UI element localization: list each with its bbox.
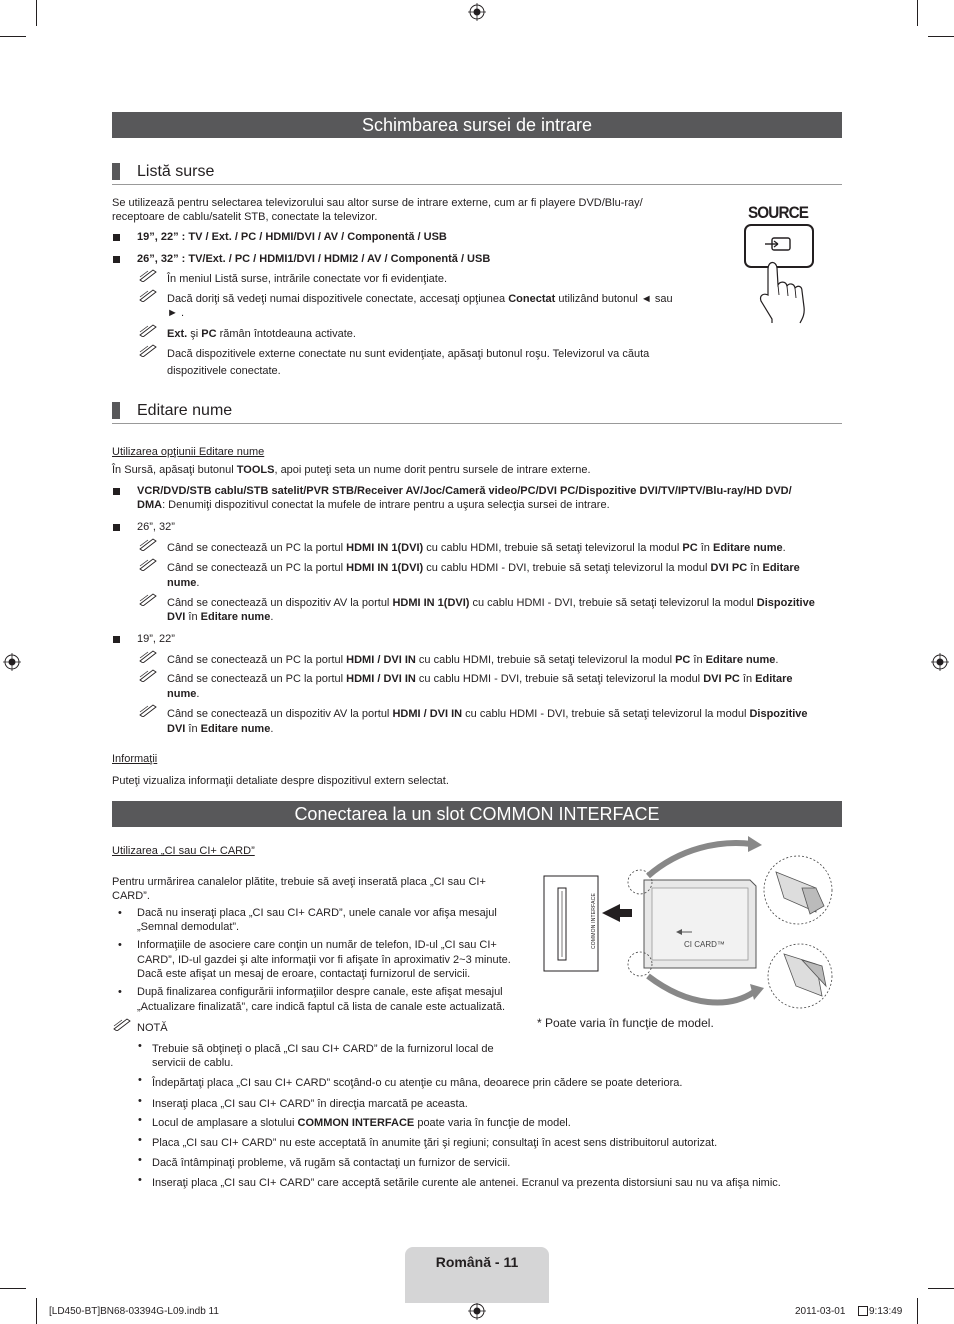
note-pencil-icon xyxy=(138,288,158,302)
note-text: Când se conectează un PC la portul HDMI / DVI IN cu cablu HDMI - DVI, trebuie să setaţi televizorul la modul DVI PC în Editare xyxy=(167,673,793,685)
registration-mark-icon xyxy=(468,1302,486,1320)
note-text: dispozitivele conectate. xyxy=(167,365,281,377)
heading-underlined: Utilizarea opţiunii Editare nume xyxy=(112,446,265,458)
note-text: nume. xyxy=(167,688,200,700)
bullet-dot: • xyxy=(138,1074,142,1086)
sub-bullet-text: Locul de amplasare a slotului COMMON INTERFACE poate varia în funcţie de model. xyxy=(152,1117,571,1129)
bullet-dot: • xyxy=(138,1174,142,1186)
bullet-text: 19”, 22” xyxy=(137,633,175,645)
note-text: nume. xyxy=(167,577,200,589)
bullet-dot: • xyxy=(118,939,122,951)
source-button-illustration xyxy=(744,203,814,325)
note-pencil-icon xyxy=(138,592,158,606)
crop-mark xyxy=(0,1288,26,1289)
note-pencil-icon xyxy=(138,537,158,551)
bullet-dot: • xyxy=(138,1095,142,1107)
page-number: Română - 11 xyxy=(435,1254,519,1270)
bullet-text: Dacă este afişat un mesaj de eroare, contactaţi furnizorul de servicii. xyxy=(137,968,471,980)
subsection-title: Listă surse xyxy=(137,163,215,180)
footer-date: 2011-03-01 xyxy=(795,1306,846,1317)
bullet-text: Informaţiile de asociere care conţin un număr de telefon, ID-ul „CI sau CI+ xyxy=(137,939,497,951)
crop-mark xyxy=(0,36,26,37)
section-title: Conectarea la un slot COMMON INTERFACE xyxy=(112,801,842,827)
bullet-text: CARD”, ID-ul gazdei şi alte informaţii vor fi afişate în aproximativ 2~3 minute. xyxy=(137,954,511,966)
note-text: Dacă doriţi să vedeţi numai dispozitivele conectate, accesaţi opţiunea Conectat utilizând butonul ◄ sau xyxy=(167,293,673,305)
paragraph: CARD”. xyxy=(112,890,150,902)
note-label: NOTĂ xyxy=(137,1022,168,1034)
paragraph: Pentru urmărirea canalelor plătite, trebuie să aveţi inserată placa „CI sau CI+ xyxy=(112,876,486,888)
heading-underlined: Utilizarea „CI sau CI+ CARD” xyxy=(112,845,255,857)
bullet-dot: • xyxy=(138,1134,142,1146)
paragraph: În Sursă, apăsaţi butonul TOOLS, apoi puteţi seta un nume dorit pentru sursele de intrare externe. xyxy=(112,464,591,476)
subsection-header xyxy=(112,162,842,185)
bullet-square xyxy=(113,488,120,495)
subsection-marker xyxy=(112,163,120,180)
note-text: În meniul Listă surse, intrările conectate vor fi evidenţiate. xyxy=(167,273,448,285)
crop-mark xyxy=(917,0,918,26)
section-title: Schimbarea sursei de intrare xyxy=(112,112,842,138)
bullet-text: „Semnal demodulat”. xyxy=(137,921,240,933)
bullet-dot: • xyxy=(138,1040,142,1052)
note-text: ► . xyxy=(167,307,184,319)
sub-bullet-text: Dacă întâmpinaţi probleme, vă rugăm să contactaţi un furnizor de servicii. xyxy=(152,1157,511,1169)
sub-bullet-text: servicii de cablu. xyxy=(152,1057,234,1069)
sub-bullet-text: Inseraţi placa „CI sau CI+ CARD” în direcţia marcată pe aceasta. xyxy=(152,1098,468,1110)
bullet-text: Dacă nu inseraţi placa „CI sau CI+ CARD”, unele canale vor afişa mesajul xyxy=(137,907,497,919)
subsection-title: Editare nume xyxy=(137,402,233,419)
note-pencil-icon xyxy=(138,649,158,663)
bullet-square xyxy=(113,234,120,241)
note-pencil-icon xyxy=(138,703,158,717)
heading-underlined: Informaţii xyxy=(112,753,158,765)
source-label: SOURCE xyxy=(748,203,809,222)
paragraph: Puteţi vizualiza informaţii detaliate despre dispozitivul extern selectat. xyxy=(112,775,449,787)
bullet-text: După finalizarea configurării informaţiilor despre canale, este afişat mesajul xyxy=(137,986,503,998)
bullet-dot: • xyxy=(118,907,122,919)
card-label: CI CARD™ xyxy=(684,940,725,949)
sub-bullet-text: Inseraţi placa „CI sau CI+ CARD” care acceptă setările curente ale antenei. Ecranul va prezenta distorsiuni sau nu va afişa nimic. xyxy=(152,1177,781,1189)
paragraph: Se utilizează pentru selectarea televizorului sau altor surse de intrare externe, cum ar fi playere DVD/Blu-ray/ xyxy=(112,197,643,209)
bullet-dot: • xyxy=(138,1154,142,1166)
registration-mark-icon xyxy=(3,653,21,671)
note-text: Dacă dispozitivele externe conectate nu sunt evidenţiate, apăsaţi butonul roşu. Televizorul va căuta xyxy=(167,348,650,360)
footer-file: [LD450-BT]BN68-03394G-L09.indb 11 xyxy=(49,1306,219,1317)
bullet-text: 26”, 32” xyxy=(137,521,175,533)
bullet-text: 26”, 32” : TV/Ext. / PC / HDMI1/DVI / HDMI2 / AV / Componentă / USB xyxy=(137,253,491,265)
registration-mark-icon xyxy=(468,3,486,21)
note-text: Când se conectează un PC la portul HDMI / DVI IN cu cablu HDMI, trebuie să setaţi televizorul la modul PC în Editare nume. xyxy=(167,654,779,666)
figure-caption: * Poate varia în funcţie de model. xyxy=(537,1016,714,1030)
note-text: Când se conectează un dispozitiv AV la portul HDMI / DVI IN cu cablu HDMI - DVI, trebuie să setaţi televizorul la modul Dispozitive xyxy=(167,708,808,720)
bullet-text: VCR/DVD/STB cablu/STB satelit/PVR STB/Receiver AV/Joc/Cameră video/PC/DVI PC/Dispozitive DVI/TV/IPTV/Blu-ray/HD DVD/ xyxy=(137,485,792,497)
subsection-header xyxy=(112,401,842,424)
remote-source-button-icon xyxy=(744,223,814,325)
crop-mark xyxy=(928,36,954,37)
sub-bullet-text: Trebuie să obţineţi o placă „CI sau CI+ CARD” de la furnizorul local de xyxy=(152,1043,494,1055)
note-text: DVI în Editare nume. xyxy=(167,723,274,735)
sub-bullet-text: Placa „CI sau CI+ CARD” nu este acceptată în anumite ţări şi regiuni; consultaţi în acest sens distribuitorul autorizat. xyxy=(152,1137,718,1149)
bullet-dot: • xyxy=(118,986,122,998)
clock-glyph-icon xyxy=(858,1306,868,1316)
note-pencil-icon xyxy=(138,268,158,282)
ci-card-figure xyxy=(540,836,842,1012)
paragraph: receptoare de cablu/satelit STB, conectate la televizor. xyxy=(112,211,378,223)
subsection-marker xyxy=(112,402,120,419)
note-text: DVI în Editare nume. xyxy=(167,611,274,623)
page-number-tab xyxy=(405,1247,549,1303)
crop-mark xyxy=(36,1298,37,1324)
bullet-dot: • xyxy=(138,1114,142,1126)
slot-label: COMMON INTERFACE xyxy=(591,893,597,949)
note-pencil-icon xyxy=(138,343,158,357)
bullet-text: DMA: Denumiţi dispozitivul conectat la mufele de intrare pentru a uşura selecţia sursei de intrare. xyxy=(137,499,610,511)
note-text: Când se conectează un dispozitiv AV la portul HDMI IN 1(DVI) cu cablu HDMI - DVI, trebuie să setaţi televizorul la modul Dispozitive xyxy=(167,597,815,609)
note-pencil-icon xyxy=(138,323,158,337)
bullet-text: „Actualizare finalizată”, care indică faptul că lista de canale este actualizată. xyxy=(137,1001,506,1013)
note-pencil-icon xyxy=(112,1017,132,1031)
footer-time: 9:13:49 xyxy=(869,1306,903,1317)
crop-mark xyxy=(917,1298,918,1324)
crop-mark xyxy=(928,1288,954,1289)
bullet-text: 19”, 22” : TV / Ext. / PC / HDMI/DVI / AV / Componentă / USB xyxy=(137,231,447,243)
registration-mark-icon xyxy=(931,653,949,671)
slot-label-wrap xyxy=(586,882,596,962)
note-pencil-icon xyxy=(138,557,158,571)
bullet-square xyxy=(113,524,120,531)
note-text: Ext. şi PC rămân întotdeauna activate. xyxy=(167,328,356,340)
note-text: Când se conectează un PC la portul HDMI IN 1(DVI) cu cablu HDMI - DVI, trebuie să setaţi televizorul la modul DVI PC în Editare xyxy=(167,562,800,574)
crop-mark xyxy=(36,0,37,26)
note-text: Când se conectează un PC la portul HDMI IN 1(DVI) cu cablu HDMI, trebuie să setaţi televizorul la modul PC în Editare nume. xyxy=(167,542,786,554)
bullet-square xyxy=(113,256,120,263)
note-pencil-icon xyxy=(138,668,158,682)
bullet-square xyxy=(113,636,120,643)
sub-bullet-text: Îndepărtaţi placa „CI sau CI+ CARD” scoţând-o cu atenţie cu mâna, deoarece prin cădere se poate deteriora. xyxy=(152,1077,683,1089)
